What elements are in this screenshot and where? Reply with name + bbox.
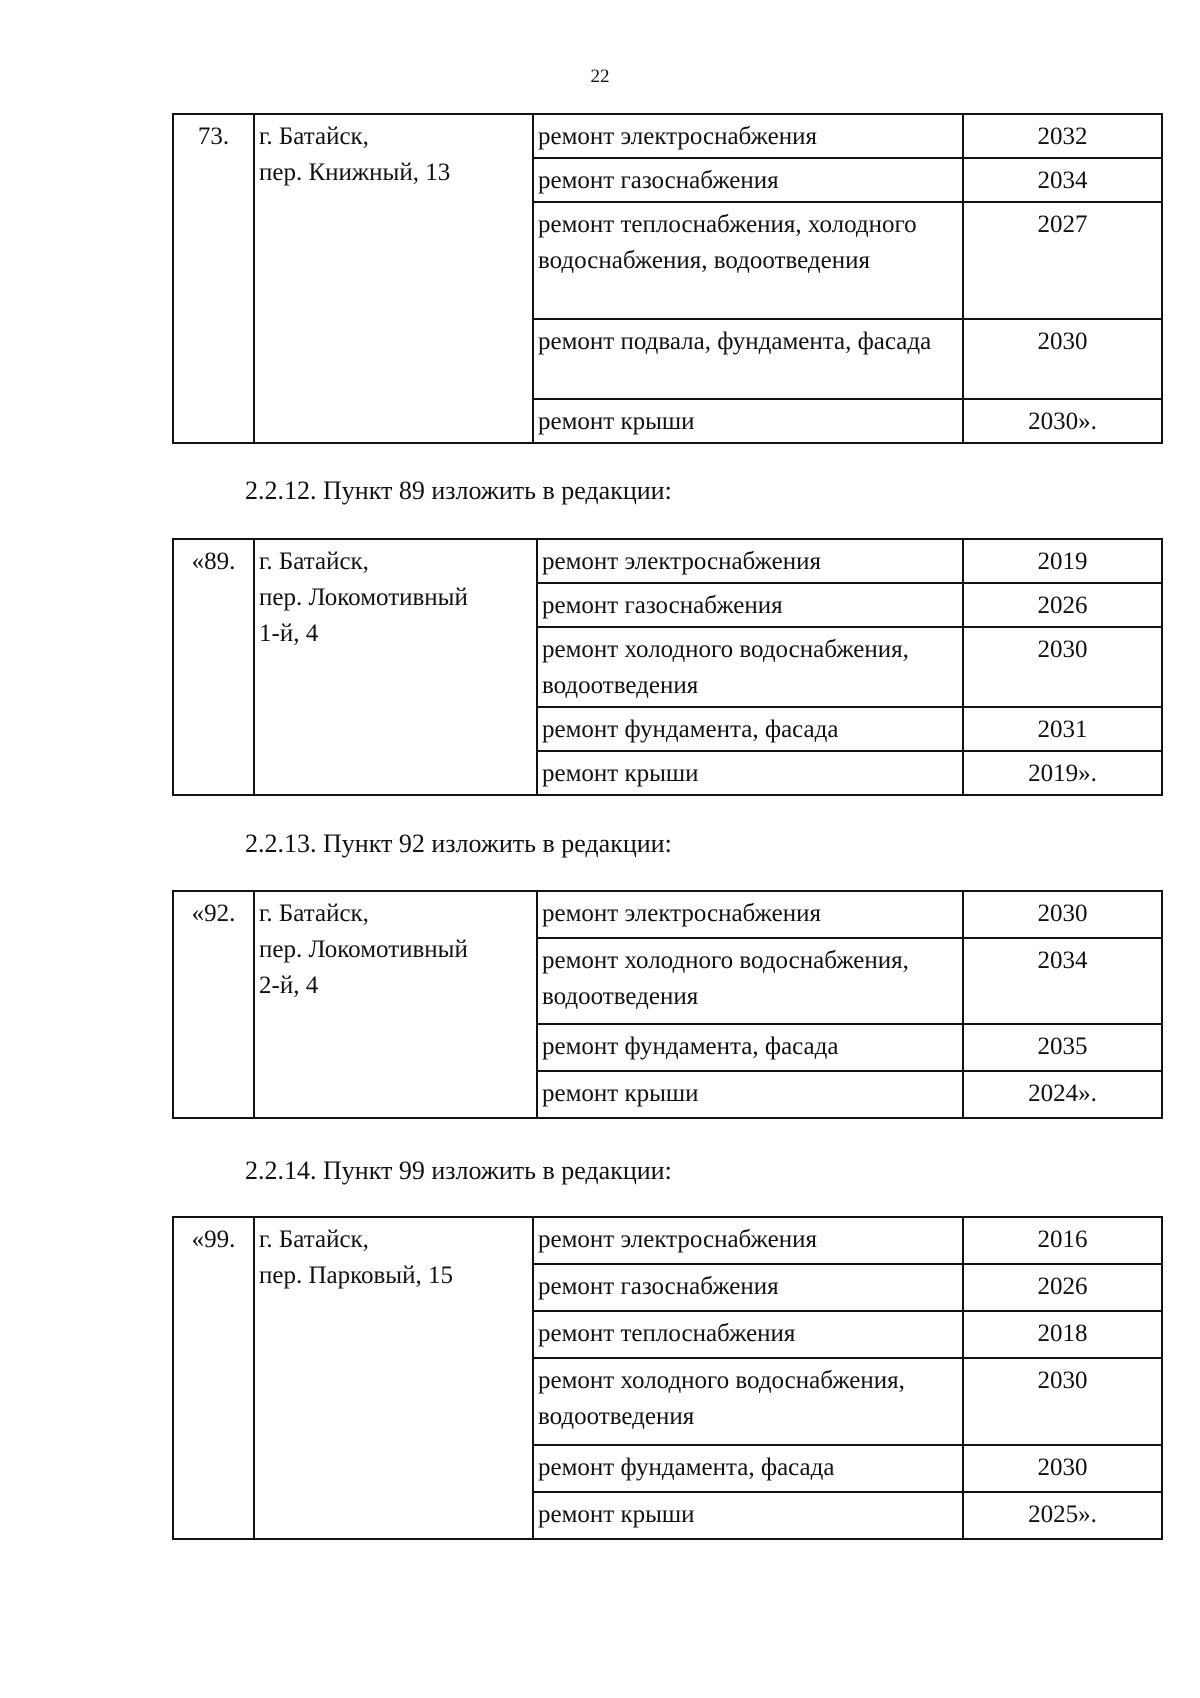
work-cell: ремонт газоснабжения [533, 1264, 963, 1311]
year-cell: 2019». [963, 751, 1162, 795]
year-cell: 2016 [963, 1217, 1162, 1264]
item-address [254, 539, 537, 795]
address-line: 1-й, 4 [259, 620, 319, 647]
paragraph-2-2-12: 2.2.12. Пункт 89 изложить в редакции: [245, 476, 672, 505]
address-line: пер. Локомотивный [259, 584, 468, 611]
year-cell: 2018 [963, 1311, 1162, 1358]
item-number: «92. [173, 891, 254, 1118]
address-line: г. Батайск, [259, 1226, 369, 1253]
item-92-table [172, 890, 1163, 1119]
address-line: г. Батайск, [259, 900, 369, 927]
item-address [254, 1217, 533, 1539]
address-line: 2-й, 4 [259, 972, 319, 999]
work-cell: ремонт газоснабжения [533, 158, 963, 202]
work-cell: ремонт подвала, фундамента, фасада [533, 319, 963, 399]
year-cell: 2030 [963, 627, 1162, 707]
year-cell: 2034 [963, 938, 1162, 1024]
work-cell: ремонт электроснабжения [537, 539, 963, 583]
year-cell: 2030 [963, 319, 1162, 399]
work-cell: ремонт крыши [533, 399, 963, 443]
item-number: 73. [173, 114, 254, 443]
work-cell: ремонт фундамента, фасада [533, 1445, 963, 1492]
year-cell: 2030». [963, 399, 1162, 443]
item-89-table [172, 538, 1163, 796]
work-cell: ремонт крыши [537, 1071, 963, 1118]
item-number: «99. [173, 1217, 254, 1539]
year-cell: 2025». [963, 1492, 1162, 1539]
work-cell: ремонт газоснабжения [537, 583, 963, 627]
year-cell: 2030 [963, 1445, 1162, 1492]
address-line: г. Батайск, [259, 123, 369, 150]
year-cell: 2032 [963, 114, 1162, 158]
item-number: «89. [173, 539, 254, 795]
item-99-table [172, 1216, 1163, 1540]
work-cell: ремонт фундамента, фасада [537, 1024, 963, 1071]
year-cell: 2030 [963, 1358, 1162, 1445]
work-cell: ремонт фундамента, фасада [537, 707, 963, 751]
address-line: пер. Книжный, 13 [259, 159, 451, 186]
year-cell: 2030 [963, 891, 1162, 938]
item-73-table [172, 113, 1163, 444]
year-cell: 2031 [963, 707, 1162, 751]
year-cell: 2026 [963, 583, 1162, 627]
paragraph-2-2-13: 2.2.13. Пункт 92 изложить в редакции: [245, 829, 672, 858]
work-cell: ремонт холодного водоснабжения, водоотведения [537, 627, 963, 707]
work-cell: ремонт электроснабжения [537, 891, 963, 938]
work-cell: ремонт холодного водоснабжения, водоотведения [533, 1358, 963, 1445]
item-address [254, 891, 537, 1118]
address-line: г. Батайск, [259, 548, 369, 575]
work-cell: ремонт теплоснабжения [533, 1311, 963, 1358]
work-cell: ремонт электроснабжения [533, 1217, 963, 1264]
work-cell: ремонт теплоснабжения, холодного водоснабжения, водоотведения [533, 202, 963, 319]
year-cell: 2019 [963, 539, 1162, 583]
page-number: 22 [590, 66, 610, 87]
year-cell: 2034 [963, 158, 1162, 202]
year-cell: 2024». [963, 1071, 1162, 1118]
paragraph-2-2-14: 2.2.14. Пункт 99 изложить в редакции: [245, 1156, 672, 1185]
work-cell: ремонт крыши [537, 751, 963, 795]
year-cell: 2027 [963, 202, 1162, 319]
year-cell: 2026 [963, 1264, 1162, 1311]
work-cell: ремонт электроснабжения [533, 114, 963, 158]
work-cell: ремонт холодного водоснабжения, водоотведения [537, 938, 963, 1024]
work-cell: ремонт крыши [533, 1492, 963, 1539]
address-line: пер. Локомотивный [259, 936, 468, 963]
year-cell: 2035 [963, 1024, 1162, 1071]
item-address [254, 114, 533, 443]
address-line: пер. Парковый, 15 [259, 1262, 453, 1289]
